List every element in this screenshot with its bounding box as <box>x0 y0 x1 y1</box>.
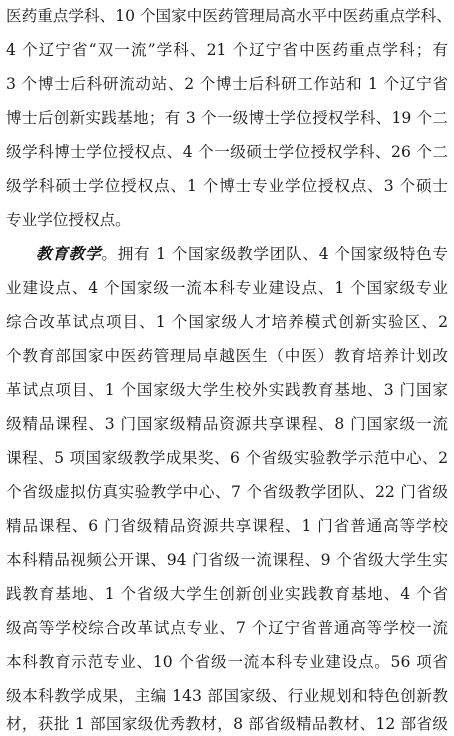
paragraph-2-line-15: 材，获批 1 部国家级优秀教材，8 部省级精品教材、12 部省级 <box>6 715 448 733</box>
paragraph-2-first-line-text: 。拥有 1 个国家级教学团队、4 个国家级特色专 <box>101 245 448 263</box>
paragraph-2-line-6: 级精品课程、3 门国家级精品资源共享课程、8 门国家级一流 <box>6 415 448 433</box>
paragraph-2-line-10: 本科精品视频公开课、94 门省级一流课程、9 个省级大学生实 <box>6 551 448 569</box>
paragraph-1-line-2: 4 个辽宁省“双一流”学科、21 个辽宁省中医药重点学科；有 <box>6 41 448 59</box>
paragraph-2-first-line <box>36 242 448 266</box>
paragraph-2-line-4: 个教育部国家中医药管理局卓越医生（中医）教育培养计划改 <box>6 347 448 365</box>
paragraph-2-line-13: 本科教育示范专业、10 个省级一流本科专业建设点。56 项省 <box>6 653 448 671</box>
paragraph-1-line-3: 3 个博士后科研流动站、2 个博士后科研工作站和 1 个辽宁省 <box>6 75 448 93</box>
paragraph-2-line-9: 精品课程、6 门省级精品资源共享课程、1 门省普通高等学校 <box>6 517 448 535</box>
paragraph-1-line-1: 医药重点学科、10 个国家中医药管理局高水平中医药重点学科、 <box>6 7 452 25</box>
paragraph-1-line-7: 专业学位授权点。 <box>6 211 131 229</box>
paragraph-2-line-11: 践教育基地、1 个省级大学生创新创业实践教育基地、4 个省 <box>6 585 448 603</box>
paragraph-2-line-8: 个省级虚拟仿真实验教学中心、7 个省级教学团队、22 门省级 <box>6 483 448 501</box>
paragraph-2-line-3: 综合改革试点项目、1 个国家级人才培养模式创新实验区、2 <box>6 313 448 331</box>
paragraph-2-line-14: 级本科教学成果，主编 143 部国家级、行业规划和特色创新教 <box>6 687 448 705</box>
paragraph-2-line-2: 业建设点、4 个国家级一流本科专业建设点、1 个国家级专业 <box>6 279 448 297</box>
paragraph-1-line-4: 博士后创新实践基地；有 3 个一级博士学位授权学科、19 个二 <box>6 109 448 127</box>
paragraph-1-line-5: 级学科博士学位授权点、4 个一级硕士学位授权学科、26 个二 <box>6 143 448 161</box>
paragraph-2-line-7: 课程、5 项国家级教学成果奖、6 个省级实验教学示范中心、2 <box>6 449 448 467</box>
paragraph-1-line-6: 级学科硕士学位授权点、1 个博士专业学位授权点、3 个硕士 <box>6 177 448 195</box>
paragraph-2-line-5: 革试点项目、1 个国家级大学生校外实践教育基地、3 门国家 <box>6 381 448 399</box>
section-heading-education: 教育教学 <box>36 245 102 263</box>
paragraph-2-line-12: 级高等学校综合改革试点专业、7 个辽宁省普通高等学校一流 <box>6 619 448 637</box>
